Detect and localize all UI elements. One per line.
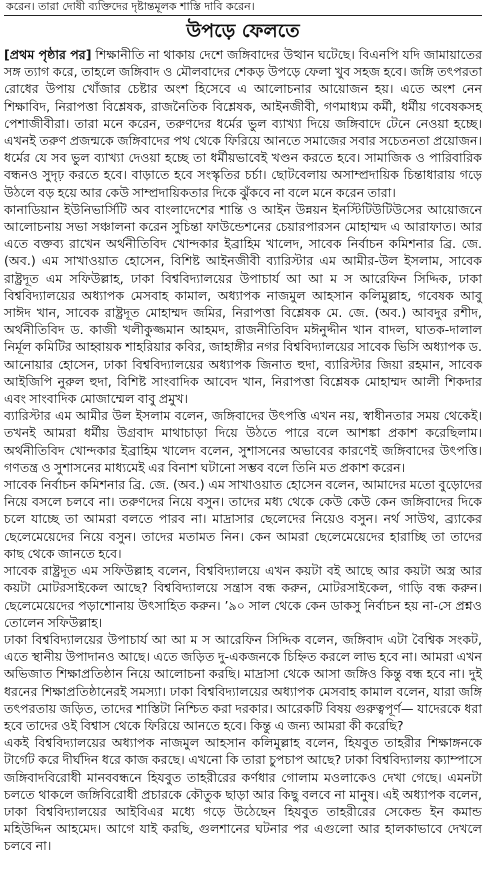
paragraph-text: শিক্ষানীতি না থাকায় দেশে জঙ্গিবাদের উত্থান ঘটেছে। বিএনপি যদি জামায়াতের সঙ্গ ত্যাগ করে, তাহলে জঙ্গিবাদ ও মৌলবাদের শেকড় উপড়ে ফেলা খুব সহজ হবে। জঙ্গি তৎপরতা রোধের উপায় খোঁজার চেষ্টার অংশ হিসেবে এ আলোচনার আয়োজন হয়। এতে অংশ নেন শিক্ষাবিদ, নিরাপত্তা বিশ্লেষক, রাজনৈতিক বিশ্লেষক, আইনজীবী, গণমাধ্যম কর্মী, ধর্মীয় গবেষকসহ পেশাজীবীরা। তারা মনে করেন, তরুণদের ধর্মের ভুল ব্যাখ্যা দিয়ে জঙ্গিবাদে টেনে নেওয়া হচ্ছে। এখনই তরুণ প্রজন্মকে জঙ্গিবাদের পথ থেকে ফিরিয়ে আনতে সমাজের সবার সচেতনতা প্রয়োজন। ধর্মের যে সব ভুল ব্যাখ্যা দেওয়া হচ্ছে তা ধর্মীয়ভাবেই খণ্ডন করতে হবে। সামাজিক ও পারিবারিক বন্ধনও সুদৃঢ় করতে হবে। বাড়াতে হবে সংস্কৃতির চর্চা। ছোটবেলায় অসাম্প্রদায়িক চিন্তাধারায় গড়ে উঠলে বড় হয়ে আর কেউ সাম্প্রদায়িকতার দিকে ঝুঁকবে না বলে মনে করেন তারা।: [4, 47, 482, 200]
continued-tag: [প্রথম পৃষ্ঠার পর]: [4, 47, 92, 62]
article-paragraph: [4, 46, 482, 201]
previous-article-tail: করেন। তারা দোষী ব্যক্তিদের দৃষ্টান্তমূলক শাস্তি দাবি করেন।: [6, 0, 255, 13]
article-headline: উপড়ে ফেলতে: [186, 20, 300, 42]
article-paragraph: কানাডিয়ান ইউনিভার্সিটি অব বাংলাদেশের শান্তি ও আইন উন্নয়ন ইনস্টিটিউটিউসের আয়োজনে আলোচনায় সভা সঞ্চালনা করেন সুচিন্তা ফাউন্ডেশনের চেয়ারপারসন মোহাম্মদ এ আরাফাত। আর এতে বক্তব্য রাখেন অর্থনীতিবিদ খোন্দকার ইব্রাহিম খালেদ, সাবেক নির্বাচন কমিশনার ব্রি. জে. (অব.) এম সাখাওয়াত হোসেন, বিশিষ্ট আইনজীবী ব্যারিস্টার এম আমীর-উল ইসলাম, সাবেক রাষ্ট্রদূত এম সফিউল্লাহ, ঢাকা বিশ্ববিদ্যালয়ের উপাচার্য আ আ ম স আরেফিন সিদ্দিক, ঢাকা বিশ্ববিদ্যালয়ের অধ্যাপক মেসবাহ কামাল, অধ্যাপক নাজমুল আহসান কলিমুল্লাহ, গবেষক আবু সাঈদ খান, সাবেক রাষ্ট্রদূত মোহাম্মদ জমির, নিরাপত্তা বিশ্লেষক মে. জে. (অব.) আবদুর রশীদ, অর্থনীতিবিদ ড. কাজী খলীকুজ্জমান আহমদ, রাজনীতিবিদ মঈনুদ্দীন খান বাদল, ঘাতক-দালাল নির্মূল কমিটির আহ্বায়ক শাহরিয়ার কবির, জাহাঙ্গীর নগর বিশ্ববিদ্যালয়ের সাবেক ভিসি অধ্যাপক ড. আনোয়ার হোসেন, ঢাকা বিশ্ববিদ্যালয়ের অধ্যাপক জিনাত হুদা, ব্যারিস্টার জিয়া রহমান, সাবেক আইজিপি নুরুল হুদা, বিশিষ্ট সাংবাদিক আবেদ খান, নিরাপত্তা বিশ্লেষক মোহাম্মদ আলী শিকদার এবং সাংবাদিক মোজাম্মেল বাবু প্রমুখ।: [4, 201, 482, 407]
article-paragraph: ঢাকা বিশ্ববিদ্যালয়ের উপাচার্য আ আ ম স আরেফিন সিদ্দিক বলেন, জঙ্গিবাদ এটা বৈশ্বিক সংকট, এতে স্থানীয় উপাদানও আছে। এতে জড়িত দু-একজনকে চিহ্নিত করলে লাভ হবে না। আমরা এখন অভিজাত শিক্ষাপ্রতিষ্ঠান নিয়ে আলোচনা করছি। মাদ্রাসা থেকে আসা জঙ্গিও কিন্তু বন্ধ হবে না। দুই ধরনের শিক্ষাপ্রতিষ্ঠানেরই সমস্যা। ঢাকা বিশ্ববিদ্যালয়ের অধ্যাপক মেসবাহ কামাল বলেন, যারা জঙ্গি তৎপরতায় জড়িত, তাদের শাস্তিটা নিশ্চিত করা দরকার। আরেকটি বিষয় গুরুত্বপূর্ণ— যাদেরকে ধরা হবে তাদের ওই বিশ্বাস থেকে ফিরিয়ে আনতে হবে। কিন্তু এ জন্য আমরা কী করেছি?: [4, 631, 482, 733]
article-body: [4, 46, 482, 855]
article-paragraph: ব্যারিস্টার এম আমীর উল ইসলাম বলেন, জঙ্গিবাদের উৎপত্তি এখন নয়, স্বাধীনতার সময় থেকেই। তখনই আমরা ধর্মীয় উগ্রবাদ মাথাচাড়া দিয়ে উঠতে পারে বলে আশঙ্কা প্রকাশ করেছিলাম। অর্থনীতিবিদ খোন্দকার ইব্রাহিম খালেদ বলেন, সুশাসনের অভাবের কারণেই জঙ্গিবাদের উৎপত্তি। গণতন্ত্র ও সুশাসনের মাধ্যমেই এর বিনাশ ঘটানো সম্ভব বলে তিনি মত প্রকাশ করেন।: [4, 408, 482, 475]
continued-tag-label: প্রথম পৃষ্ঠার পর: [9, 47, 86, 62]
article-paragraph: সাবেক নির্বাচন কমিশনার ব্রি. জে. (অব.) এম সাখাওয়াত হোসেন বলেন, আমাদের মতো বুড়োদের নিয়ে বসলে চলবে না। তরুণদের নিয়ে বসুন। তাদের মধ্য থেকে কেউ কেউ কেন জঙ্গিবাদের দিকে চলে যাচ্ছে তা আমরা বলতে পারব না। মাদ্রাসার ছেলেদের নিয়েও বসুন। নর্থ সাউথ, ব্র্যাকের ছেলেমেয়েদের নিয়ে বসুন। তাদের মতামত নিন। কেন আমরা ছেলেমেয়েদের হারাচ্ছি তা তাদের কাছ থেকে জানতে হবে।: [4, 477, 482, 561]
article-paragraph: একই বিশ্ববিদ্যালয়ের অধ্যাপক নাজমুল আহসান কলিমুল্লাহ বলেন, হিযবুত তাহরীর শিক্ষাঙ্গনকে টার্গেট করে দীর্ঘদিন ধরে কাজ করছে। এখনো কি তারা চুপচাপ আছে? ঢাকা বিশ্ববিদ্যালয় ক্যাম্পাসে জঙ্গিবাদবিরোধী মানববন্ধনে হিযবুত তাহরীরের কর্ণধার গোলাম মওলাকেও দেখা গেছে। এমনটা চলতে থাকলে জঙ্গিবিরোধী প্রচারকে কৌতুক ছাড়া আর কিছু বলবে না মানুষ। এই অধ্যাপক বলেন, ঢাকা বিশ্ববিদ্যালয়ের আইবিএর মধ্যে গড়ে উঠেছেন হিযবুত তাহরীরের সেকেন্ড ইন কমান্ড মহিউদ্দিন আহমেদ। আগে যাই করছি, গুলশানের ঘটনার পর এগুলো আর হালকাভাবে দেখলে চলবে না।: [4, 735, 482, 854]
article-paragraph: সাবেক রাষ্ট্রদূত এম সফিউল্লাহ বলেন, বিশ্ববিদ্যালয়ে এখন কয়টা বই আছে আর কয়টা অস্ত্র আর কয়টা মোটরসাইকেল আছে? বিশ্ববিদ্যালয়ে সন্ত্রাস বন্ধ করুন, মোটরসাইকেল, গাড়ি বন্ধ করুন। ছেলেমেয়েদের পড়াশোনায় উৎসাহিত করুন। ’৯০ সাল থেকে কেন ডাকসু নির্বাচন হয় না-সে প্রশ্নও তোলেন সফিউল্লাহ।: [4, 563, 482, 630]
